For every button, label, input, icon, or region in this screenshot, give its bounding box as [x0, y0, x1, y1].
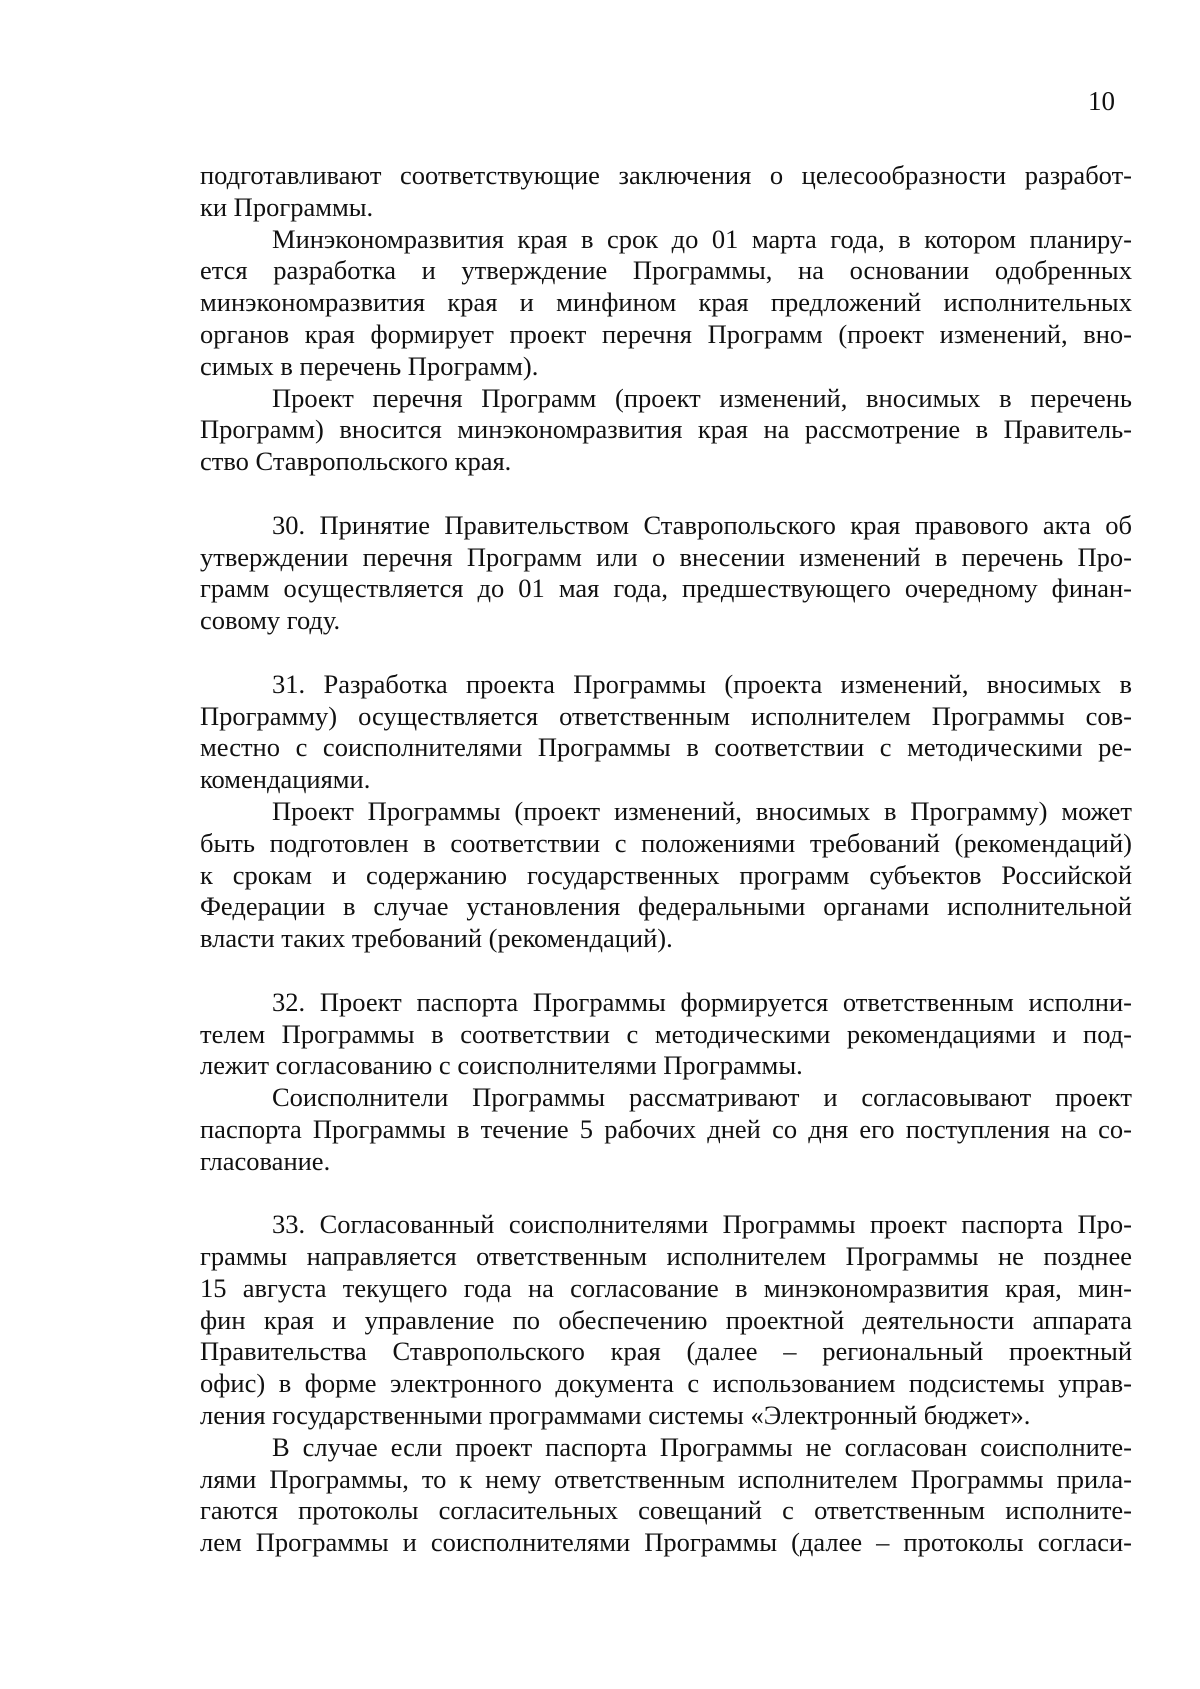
text-line: Федерации в случае установления федеральными органами исполнительной [200, 891, 1132, 922]
paragraph-item-32 [200, 987, 1132, 1082]
text-line: органов края формирует проект перечня Программ (проект изменений, вно- [200, 318, 1132, 349]
text-line: ство Ставропольского края. [200, 446, 512, 477]
text-line: комендациями. [200, 764, 371, 795]
text-line: местно с соисполнителями Программы в соответствии с методическими ре- [200, 732, 1132, 763]
text-line: грамм осуществляется до 01 мая года, предшествующего очередному финан- [200, 573, 1132, 604]
text-line: Проект перечня Программ (проект изменений, вносимых в перечень [272, 382, 1132, 413]
text-line: подготавливают соответствующие заключения о целесообразности разработ- [200, 160, 1132, 190]
text-line: власти таких требований (рекомендаций). [200, 923, 673, 954]
paragraph-item-33 [200, 1209, 1132, 1432]
text-line: лем Программы и соисполнителями Программы (далее – протоколы согласи- [200, 1527, 1132, 1558]
text-line: 32. Проект паспорта Программы формируется ответственным исполни- [272, 986, 1132, 1017]
text-line: граммы направляется ответственным исполнителем Программы не позднее [200, 1241, 1132, 1272]
text-line: 30. Принятие Правительством Ставропольского края правового акта об [272, 509, 1132, 540]
page-number: 10 [1088, 86, 1115, 116]
paragraph [200, 1082, 1132, 1177]
text-line: паспорта Программы в течение 5 рабочих дней со дня его поступления на со- [200, 1113, 1132, 1144]
paragraph-gap [200, 637, 1132, 669]
text-line: Минэкономразвития края в срок до 01 марта года, в котором планиру- [272, 223, 1132, 254]
text-line: минэкономразвития края и минфином края предложений исполнительных [200, 287, 1132, 318]
text-line: симых в перечень Программ). [200, 350, 539, 381]
paragraph [200, 1432, 1132, 1559]
text-line: гласование. [200, 1145, 331, 1176]
text-line: лежит согласованию с соисполнителями Программы. [200, 1050, 803, 1081]
text-line: 31. Разработка проекта Программы (проекта изменений, вносимых в [272, 668, 1132, 699]
text-line: гаются протоколы согласительных совещаний с ответственным исполните- [200, 1495, 1132, 1526]
paragraph-gap [200, 1178, 1132, 1210]
paragraph-item-30 [200, 510, 1132, 637]
text-line: ется разработка и утверждение Программы, на основании одобренных [200, 255, 1132, 286]
text-line: Соисполнители Программы рассматривают и согласовывают проект [272, 1082, 1132, 1113]
paragraph-item-31 [200, 669, 1132, 796]
text-line: телем Программы в соответствии с методическими рекомендациями и под- [200, 1018, 1132, 1049]
text-line: утверждении перечня Программ или о внесении изменений в перечень Про- [200, 541, 1132, 572]
text-line: совому году. [200, 605, 341, 636]
paragraph-gap [200, 955, 1132, 987]
paragraph [200, 383, 1132, 478]
document-body [200, 160, 1132, 1559]
text-line: 15 августа текущего года на согласование в минэкономразвития края, мин- [200, 1272, 1132, 1303]
text-line: Программ) вносится минэкономразвития края на рассмотрение в Правитель- [200, 414, 1132, 445]
text-line: офис) в форме электронного документа с использованием подсистемы управ- [200, 1368, 1132, 1399]
paragraph [200, 224, 1132, 383]
text-line: ления государственными программами системы «Электронный бюджет». [200, 1400, 1031, 1431]
text-line: лями Программы, то к нему ответственным исполнителем Программы прила- [200, 1463, 1132, 1494]
paragraph [200, 160, 1132, 224]
text-line: фин края и управление по обеспечению проектной деятельности аппарата [200, 1304, 1132, 1335]
text-line: 33. Согласованный соисполнителями Программы проект паспорта Про- [272, 1209, 1132, 1240]
text-line: ки Программы. [200, 191, 374, 222]
text-line: Программу) осуществляется ответственным исполнителем Программы сов- [200, 700, 1132, 731]
text-line: к срокам и содержанию государственных программ субъектов Российской [200, 859, 1132, 890]
text-line: быть подготовлен в соответствии с положениями требований (рекомендаций) [200, 827, 1132, 858]
paragraph [200, 796, 1132, 955]
text-line: Проект Программы (проект изменений, вносимых в Программу) может [272, 795, 1132, 826]
text-line: В случае если проект паспорта Программы не согласован соисполните- [272, 1431, 1132, 1462]
text-line: Правительства Ставропольского края (далее – региональный проектный [200, 1336, 1132, 1367]
paragraph-gap [200, 478, 1132, 510]
